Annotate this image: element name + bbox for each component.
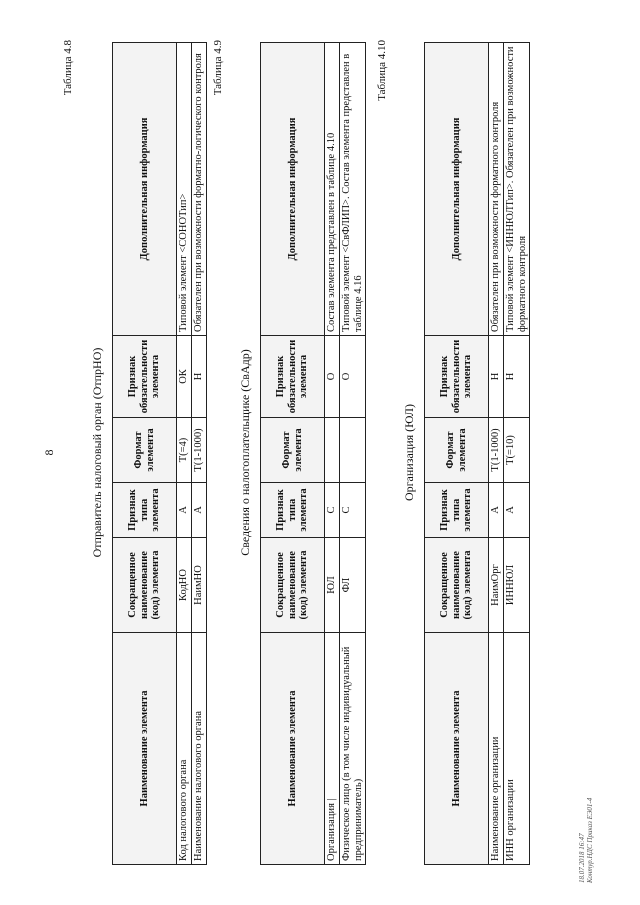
cell-code: НаимНО: [191, 538, 206, 633]
table-4-9-caption: Сведения о налогоплательщике (СвАдр): [238, 349, 252, 556]
col-header-type: Признак типа элемента: [261, 483, 325, 538]
cell-required: О: [325, 336, 340, 418]
cell-format: T(=4): [177, 418, 192, 483]
col-header-name: Наименование элемента: [261, 633, 325, 865]
cell-info: Типовой элемент <ИННЮЛТип>. Обязателен при возможности форматного контроля: [503, 43, 530, 336]
col-header-required: Признак обязательности элемента: [113, 336, 177, 418]
cell-info: Обязателен при возможности форматного контроля: [489, 43, 504, 336]
table-4-10: [424, 42, 530, 865]
cell-name: Физическое лицо (в том числе индивидуальный предприниматель): [339, 633, 366, 865]
col-header-required: Признак обязательности элемента: [261, 336, 325, 418]
cell-name: Организация |: [325, 633, 340, 865]
cell-required: Н: [503, 336, 530, 418]
cell-info: Типовой элемент <СОНОТип>: [177, 43, 192, 336]
cell-info: Типовой элемент <СвФЛИП>. Состав элемента представлен в таблице 4.16: [339, 43, 366, 336]
print-stamp-date: 18.07.2018 16:47: [578, 833, 586, 883]
cell-type: А: [177, 483, 192, 538]
col-header-format: Формат элемента: [261, 418, 325, 483]
table-4-8-label: Таблица 4.8: [62, 40, 74, 96]
col-header-format: Формат элемента: [113, 418, 177, 483]
col-header-format: Формат элемента: [425, 418, 489, 483]
table-4-10-label: Таблица 4.10: [376, 40, 388, 101]
cell-name: Наименование налогового органа: [191, 633, 206, 865]
table-4-9: [260, 42, 366, 865]
cell-info: Обязателен при возможности форматно-логического контроля: [191, 43, 206, 336]
cell-format: [325, 418, 340, 483]
col-header-name: Наименование элемента: [425, 633, 489, 865]
col-header-info: Дополнительная информация: [425, 43, 489, 336]
col-header-code: Сокращенное наименование (код) элемента: [425, 538, 489, 633]
print-stamp-source: Контур.НДС Приказ ЕЭ01-4: [586, 797, 595, 883]
cell-type: А: [503, 483, 530, 538]
cell-format: T(1-1000): [191, 418, 206, 483]
cell-name: Код налогового органа: [177, 633, 192, 865]
table-4-9-label: Таблица 4.9: [212, 40, 224, 96]
table-4-8-caption: Отправитель налоговый орган (ОтпрНО): [90, 347, 104, 558]
cell-format: [339, 418, 366, 483]
col-header-info: Дополнительная информация: [261, 43, 325, 336]
col-header-type: Признак типа элемента: [113, 483, 177, 538]
page-number: 8: [42, 449, 56, 456]
cell-type: А: [489, 483, 504, 538]
col-header-required: Признак обязательности элемента: [425, 336, 489, 418]
col-header-type: Признак типа элемента: [425, 483, 489, 538]
cell-name: ИНН организации: [503, 633, 530, 865]
cell-code: ФЛ: [339, 538, 366, 633]
cell-code: НаимОрг: [489, 538, 504, 633]
table-row: [489, 43, 504, 865]
cell-info: Состав элемента представлен в таблице 4.10: [325, 43, 340, 336]
table-row: [503, 43, 530, 865]
col-header-code: Сокращенное наименование (код) элемента: [113, 538, 177, 633]
col-header-code: Сокращенное наименование (код) элемента: [261, 538, 325, 633]
col-header-info: Дополнительная информация: [113, 43, 177, 336]
cell-required: Н: [489, 336, 504, 418]
table-row: [325, 43, 340, 865]
table-4-8: [112, 42, 207, 865]
cell-type: С: [339, 483, 366, 538]
cell-code: КодНО: [177, 538, 192, 633]
table-row: [339, 43, 366, 865]
cell-type: А: [191, 483, 206, 538]
cell-required: Н: [191, 336, 206, 418]
table-4-10-caption: Организация (ЮЛ): [402, 403, 416, 502]
cell-required: ОК: [177, 336, 192, 418]
cell-format: T(1-1000): [489, 418, 504, 483]
table-row: [191, 43, 206, 865]
cell-name: Наименование организации: [489, 633, 504, 865]
cell-code: ИННЮЛ: [503, 538, 530, 633]
cell-required: О: [339, 336, 366, 418]
print-stamp: [578, 798, 595, 883]
col-header-name: Наименование элемента: [113, 633, 177, 865]
cell-code: ЮЛ: [325, 538, 340, 633]
cell-format: T(=10): [503, 418, 530, 483]
table-row: [177, 43, 192, 865]
cell-type: С: [325, 483, 340, 538]
